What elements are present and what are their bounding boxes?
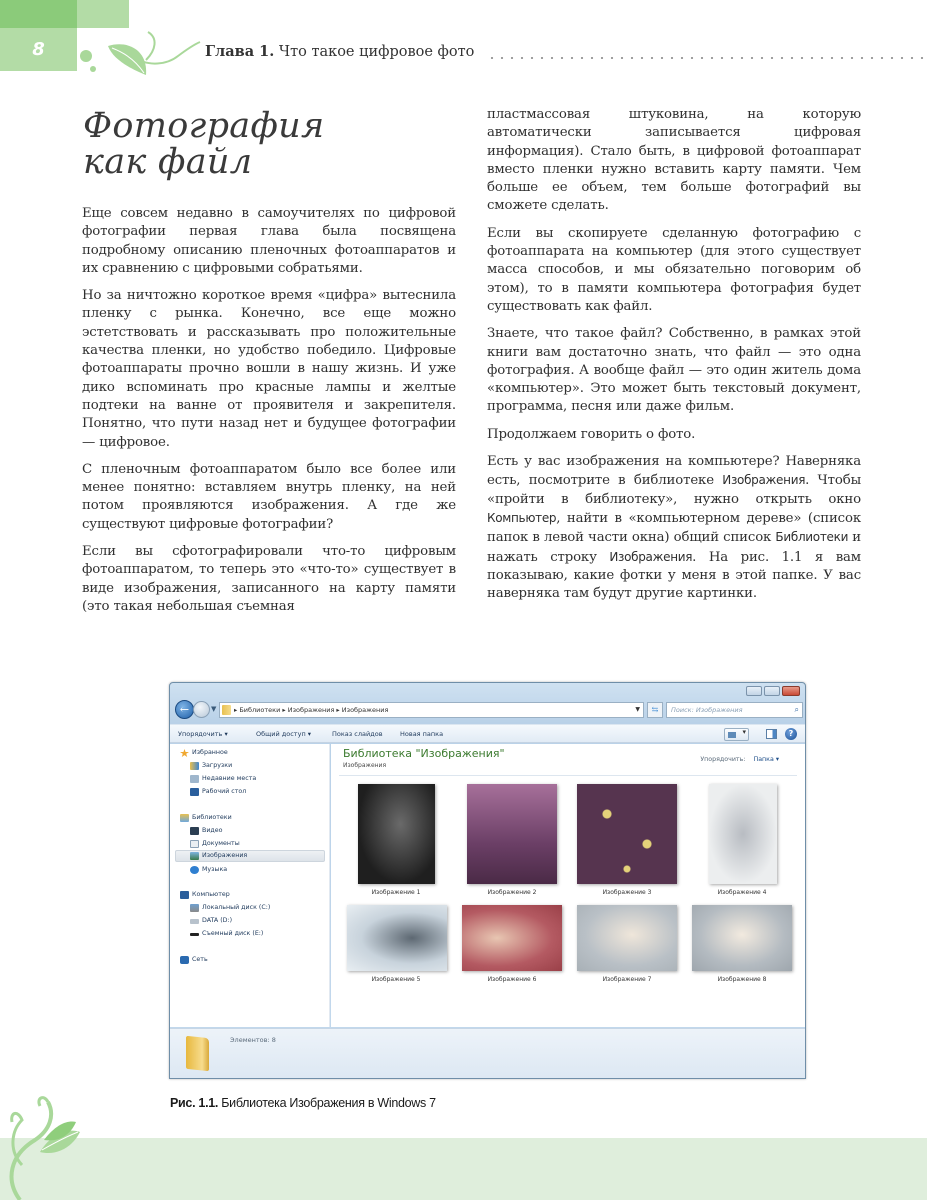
nav-label: Музыка: [202, 866, 228, 873]
vine-ornament-icon: [0, 1090, 85, 1200]
back-button[interactable]: [175, 700, 194, 719]
image-thumbnail[interactable]: [577, 784, 677, 884]
paragraph: Продолжаем говорить о фото.: [487, 426, 696, 442]
nav-label: Избранное: [192, 749, 228, 756]
paragraph: Знаете, что такое файл? Собственно, в рамках этой книги вам достаточно знать, что файл — это одна фотография. А вообще файл — это один житель дома «компьютер». Это может быть текстовый документ, программа, песня или даже фильм.: [487, 326, 861, 415]
nav-item-downloads[interactable]: [190, 760, 232, 772]
image-thumbnail[interactable]: [692, 905, 792, 971]
figure-label: Рис. 1.1.: [170, 1096, 219, 1110]
arrange-label: Упорядочить:: [700, 756, 746, 763]
nav-item-music[interactable]: [190, 864, 227, 876]
nav-label: Видео: [202, 827, 223, 834]
nav-label: Сеть: [192, 956, 208, 963]
hard-drive-icon: [190, 919, 199, 924]
divider: [339, 775, 797, 776]
forward-button[interactable]: [193, 701, 210, 718]
figure-caption: [170, 1096, 436, 1110]
title-line: Фотография: [83, 106, 325, 146]
chapter-title: Что такое цифровое фото: [278, 44, 475, 60]
nav-item-local-disk[interactable]: [190, 902, 270, 914]
refresh-button[interactable]: [647, 702, 663, 718]
image-label[interactable]: Изображение 8: [717, 976, 767, 983]
maximize-button[interactable]: [764, 686, 780, 696]
image-label[interactable]: Изображение 4: [717, 889, 767, 896]
refresh-icon: ⇆: [651, 705, 659, 714]
title-line: как файл: [83, 142, 253, 182]
window-controls: [746, 686, 800, 696]
search-placeholder: Поиск: Изображения: [671, 706, 743, 714]
nav-item-desktop[interactable]: [190, 786, 246, 798]
paragraph: [487, 453, 861, 603]
removable-drive-icon: [190, 933, 199, 936]
image-label[interactable]: Изображение 5: [371, 976, 421, 983]
image-thumbnail[interactable]: [467, 784, 557, 884]
paragraph: пластмассовая штуковина, на которую автоматически записывается цифровая информация). Стало быть, в цифровой фотоаппарат вместо пленки нужно вставить карту памяти. Чем больше ее объем, тем больше фотографий вы сможете сделать.: [487, 107, 861, 214]
nav-label: Загрузки: [202, 762, 233, 769]
command-bar: [170, 724, 805, 743]
ui-term: Компьютер: [487, 510, 557, 525]
slideshow-button[interactable]: Показ слайдов: [332, 730, 383, 738]
paragraph: Еще совсем недавно в самоучителях по цифровой фотографии первая глава была посвящена подробному описанию пленочных фотоаппаратов и их сравнению с цифровыми собратьями.: [82, 206, 456, 276]
library-title: Библиотека "Изображения": [343, 747, 505, 760]
arrange-dropdown[interactable]: Папка ▾: [753, 756, 779, 763]
network-icon: [180, 956, 189, 964]
search-input[interactable]: [666, 702, 803, 718]
share-button[interactable]: Общий доступ ▾: [256, 730, 312, 738]
nav-item-documents[interactable]: [190, 838, 240, 850]
library-subtitle: Изображения: [343, 762, 387, 769]
nav-item-favorites[interactable]: [180, 747, 228, 759]
folder-icon: [186, 1036, 209, 1071]
explorer-window: [169, 682, 806, 1079]
image-label[interactable]: Изображение 1: [371, 889, 421, 896]
ui-term: Изображения: [609, 549, 693, 564]
pictures-icon: [190, 852, 199, 860]
nav-label: Недавние места: [202, 775, 257, 782]
star-icon: [180, 749, 189, 757]
running-header: [205, 43, 474, 60]
figure-text: Библиотека Изображения в Windows 7: [221, 1096, 436, 1110]
change-view-button[interactable]: [724, 728, 749, 741]
nav-label: Компьютер: [192, 891, 230, 898]
nav-item-pictures[interactable]: [175, 850, 325, 862]
image-thumbnail[interactable]: [709, 784, 777, 884]
new-folder-button[interactable]: Новая папка: [400, 730, 444, 738]
search-icon[interactable]: ⌕: [794, 705, 799, 714]
nav-item-video[interactable]: [190, 825, 223, 837]
navigation-pane: [170, 744, 330, 1027]
nav-item-network[interactable]: [180, 954, 208, 966]
dotted-leader: [487, 57, 927, 59]
recent-places-icon: [190, 775, 199, 783]
leaf-ornament-icon: [78, 20, 203, 78]
nav-item-recent[interactable]: [190, 773, 256, 785]
text-column-left: [82, 205, 456, 625]
text-run: , найти в «компьютерном дереве» (список папок в левой части окна) общий список: [487, 510, 861, 546]
recent-pages-dropdown[interactable]: ▼: [211, 705, 217, 713]
desktop-icon: [190, 788, 199, 796]
ui-term: Библиотеки: [775, 530, 849, 545]
image-label[interactable]: Изображение 6: [487, 976, 537, 983]
address-bar[interactable]: [219, 702, 644, 718]
file-list: [331, 744, 805, 1027]
paragraph: Если вы скопируете сделанную фотографию с фотоаппарата на компьютер (для этого существует масса способов, и мы обязательно поговорим об этом), то в памяти компьютера фотография будет существовать как файл.: [487, 225, 861, 314]
organize-button[interactable]: Упорядочить ▾: [178, 730, 228, 738]
libraries-icon: [180, 814, 189, 822]
music-icon: [190, 866, 199, 874]
nav-item-computer[interactable]: [180, 889, 230, 901]
arrow-left-icon: ←: [179, 703, 190, 716]
text-column-right: [487, 106, 861, 612]
downloads-folder-icon: [190, 762, 199, 770]
nav-label: Документы: [202, 840, 240, 847]
minimize-button[interactable]: [746, 686, 762, 696]
video-icon: [190, 827, 199, 835]
text-run: . Чтобы «пройти в библиотеку», нужно открыть окно: [487, 473, 861, 507]
item-count: Элементов: 8: [230, 1036, 276, 1044]
image-thumbnail[interactable]: [462, 905, 562, 971]
image-thumbnail[interactable]: [347, 905, 447, 971]
section-title: [83, 108, 324, 180]
text-run: Есть у вас изображения на компьютере? Наверняка есть, посмотрите в библиотеке: [487, 454, 861, 489]
chapter-number: Глава 1.: [205, 43, 275, 60]
paragraph: Но за ничтожно короткое время «цифра» вытеснила пленку с рынка. Конечно, все еще можно эстетствовать и рассказывать про положительные качества пленки, но удобство победило. Цифровые фотоаппараты прочно вошли в нашу жизнь. И уже дико вспоминать про красные лампы и желтые подтеки на ванне от проявителя и закрепителя. Понятно, что пути назад нет и будущее фотографии — цифровое.: [82, 288, 456, 450]
close-button[interactable]: [782, 686, 800, 696]
nav-label: Изображения: [202, 852, 248, 859]
nav-label: Локальный диск (C:): [202, 904, 271, 911]
folder-icon: [222, 705, 231, 715]
paragraph: С пленочным фотоаппаратом было все более или менее понятно: вставляем внутрь пленку, на ней потом проявляются изображения. А где же существуют цифровые фотографии?: [82, 461, 456, 532]
image-label[interactable]: Изображение 7: [602, 976, 652, 983]
navigation-bar: [173, 700, 800, 720]
image-label[interactable]: Изображение 2: [487, 889, 537, 896]
nav-item-data-disk[interactable]: [190, 915, 232, 927]
arrange-by: [700, 756, 779, 763]
image-thumbnail[interactable]: [358, 784, 435, 884]
header-accent-block: [0, 0, 77, 28]
address-path: ▸ Библиотеки ▸ Изображения ▸ Изображения: [234, 706, 389, 714]
preview-pane-icon[interactable]: [766, 729, 777, 739]
footer-band: [0, 1138, 927, 1200]
documents-icon: [190, 840, 199, 848]
page-number: 8: [32, 39, 45, 60]
ui-term: Изображения: [722, 473, 806, 488]
paragraph: Если вы сфотографировали что-то цифровым фотоаппаратом, то теперь это «что-то» существует в виде изображения, записанного на карту памяти (это такая небольшая съемная: [82, 544, 456, 614]
image-label[interactable]: Изображение 3: [602, 889, 652, 896]
nav-label: Библиотеки: [192, 814, 232, 821]
image-thumbnail[interactable]: [577, 905, 677, 971]
nav-label: DATA (D:): [202, 917, 233, 924]
text-run: . На рис. 1.1 я вам показываю, какие фотки у меня в этой папке. У вас наверняка там будут другие картинки.: [487, 549, 862, 602]
text-run: и нажать строку: [487, 530, 861, 565]
nav-label: Рабочий стол: [202, 788, 247, 795]
chevron-down-icon[interactable]: ▼: [635, 706, 640, 713]
hard-drive-icon: [190, 904, 199, 912]
nav-label: Съемный диск (E:): [202, 930, 264, 937]
nav-item-removable[interactable]: [190, 928, 263, 940]
nav-item-libraries[interactable]: [180, 812, 232, 824]
details-pane: [170, 1028, 805, 1078]
help-icon[interactable]: ?: [785, 728, 797, 740]
computer-icon: [180, 891, 189, 899]
